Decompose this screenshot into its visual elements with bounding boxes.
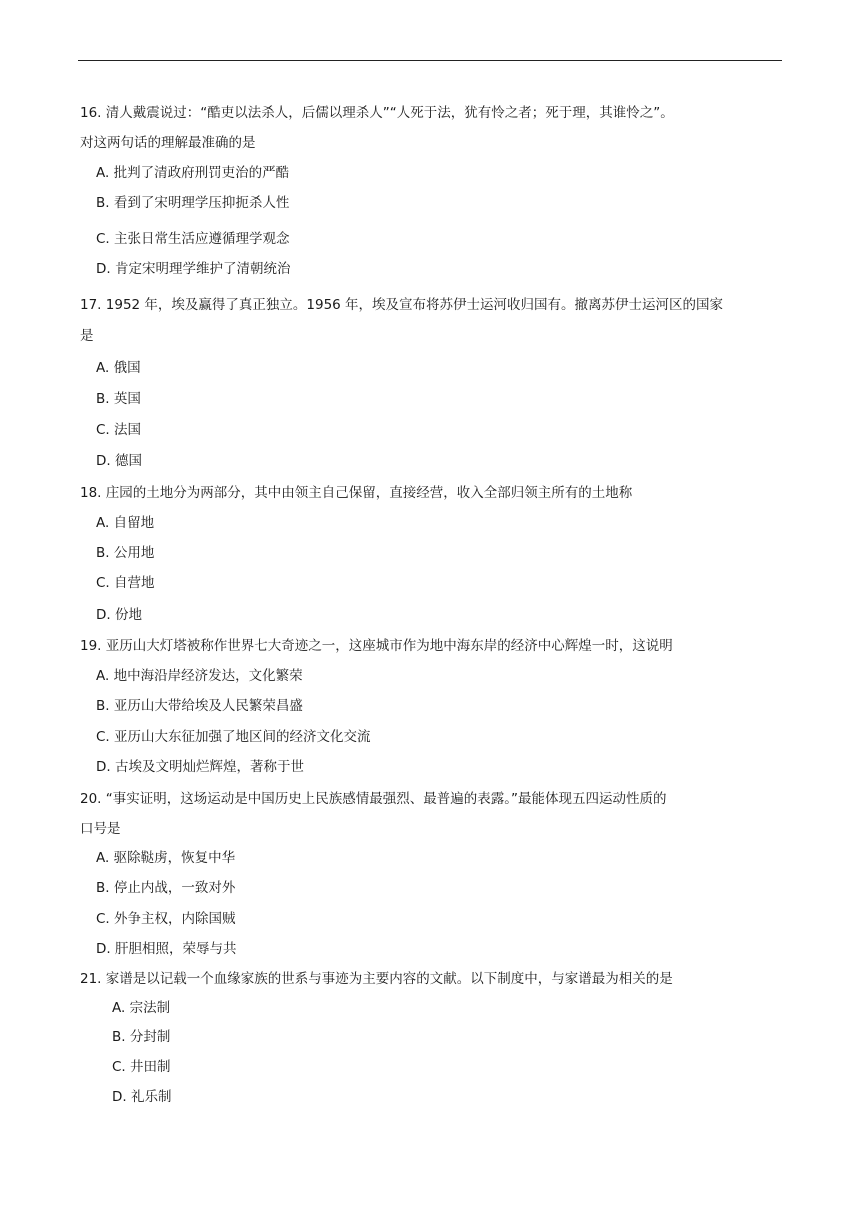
question-20-option-c[interactable]: C. 外争主权，内除国贼 bbox=[96, 911, 236, 927]
header-rule bbox=[78, 60, 782, 61]
question-19-option-a[interactable]: A. 地中海沿岸经济发达，文化繁荣 bbox=[96, 668, 303, 684]
question-19-stem-line-1: 19. 亚历山大灯塔被称作世界七大奇迹之一，这座城市作为地中海东岸的经济中心辉煌一时，这说明 bbox=[80, 638, 673, 654]
question-19-option-d[interactable]: D. 古埃及文明灿烂辉煌，著称于世 bbox=[96, 759, 304, 775]
question-17-option-a[interactable]: A. 俄国 bbox=[96, 360, 141, 376]
question-21-stem-line-1: 21. 家谱是以记载一个血缘家族的世系与事迹为主要内容的文献。以下制度中，与家谱最为相关的是 bbox=[80, 971, 673, 987]
question-16-stem-line-1: 16. 清人戴震说过：“酷吏以法杀人，后儒以理杀人”“人死于法，犹有怜之者；死于理，其谁怜之”。 bbox=[80, 105, 674, 121]
question-19-option-c[interactable]: C. 亚历山大东征加强了地区间的经济文化交流 bbox=[96, 729, 371, 745]
question-20-option-b[interactable]: B. 停止内战，一致对外 bbox=[96, 880, 236, 896]
question-17-option-c[interactable]: C. 法国 bbox=[96, 422, 142, 438]
question-18-option-c[interactable]: C. 自营地 bbox=[96, 575, 155, 591]
question-20-stem-line-1: 20. “事实证明，这场运动是中国历史上民族感情最强烈、最普遍的表露。”最能体现五四运动性质的 bbox=[80, 791, 667, 807]
question-21-option-b[interactable]: B. 分封制 bbox=[112, 1029, 171, 1045]
question-18-stem-line-1: 18. 庄园的土地分为两部分，其中由领主自己保留，直接经营，收入全部归领主所有的土地称 bbox=[80, 485, 633, 501]
question-17-option-d[interactable]: D. 德国 bbox=[96, 453, 142, 469]
question-18-option-d[interactable]: D. 份地 bbox=[96, 607, 142, 623]
question-21-option-c[interactable]: C. 井田制 bbox=[112, 1059, 171, 1075]
question-20-stem-line-2: 口号是 bbox=[80, 821, 121, 837]
question-16-option-b[interactable]: B. 看到了宋明理学压抑扼杀人性 bbox=[96, 195, 290, 211]
question-17-option-b[interactable]: B. 英国 bbox=[96, 391, 141, 407]
question-21-option-a[interactable]: A. 宗法制 bbox=[112, 1000, 171, 1016]
question-18-option-a[interactable]: A. 自留地 bbox=[96, 515, 155, 531]
question-20-option-a[interactable]: A. 驱除鞑虏，恢复中华 bbox=[96, 850, 236, 866]
question-19-option-b[interactable]: B. 亚历山大带给埃及人民繁荣昌盛 bbox=[96, 698, 303, 714]
question-16-option-c[interactable]: C. 主张日常生活应遵循理学观念 bbox=[96, 231, 290, 247]
question-16-option-d[interactable]: D. 肯定宋明理学维护了清朝统治 bbox=[96, 261, 291, 277]
question-17-stem-line-2: 是 bbox=[80, 328, 94, 344]
question-17-stem-line-1: 17. 1952 年，埃及赢得了真正独立。1956 年，埃及宣布将苏伊士运河收归国有。撤离苏伊士运河区的国家 bbox=[80, 297, 724, 313]
question-20-option-d[interactable]: D. 肝胆相照，荣辱与共 bbox=[96, 941, 237, 957]
question-21-option-d[interactable]: D. 礼乐制 bbox=[112, 1089, 172, 1105]
question-16-option-a[interactable]: A. 批判了清政府刑罚吏治的严酷 bbox=[96, 165, 290, 181]
question-18-option-b[interactable]: B. 公用地 bbox=[96, 545, 155, 561]
question-16-stem-line-2: 对这两句话的理解最准确的是 bbox=[80, 135, 256, 151]
